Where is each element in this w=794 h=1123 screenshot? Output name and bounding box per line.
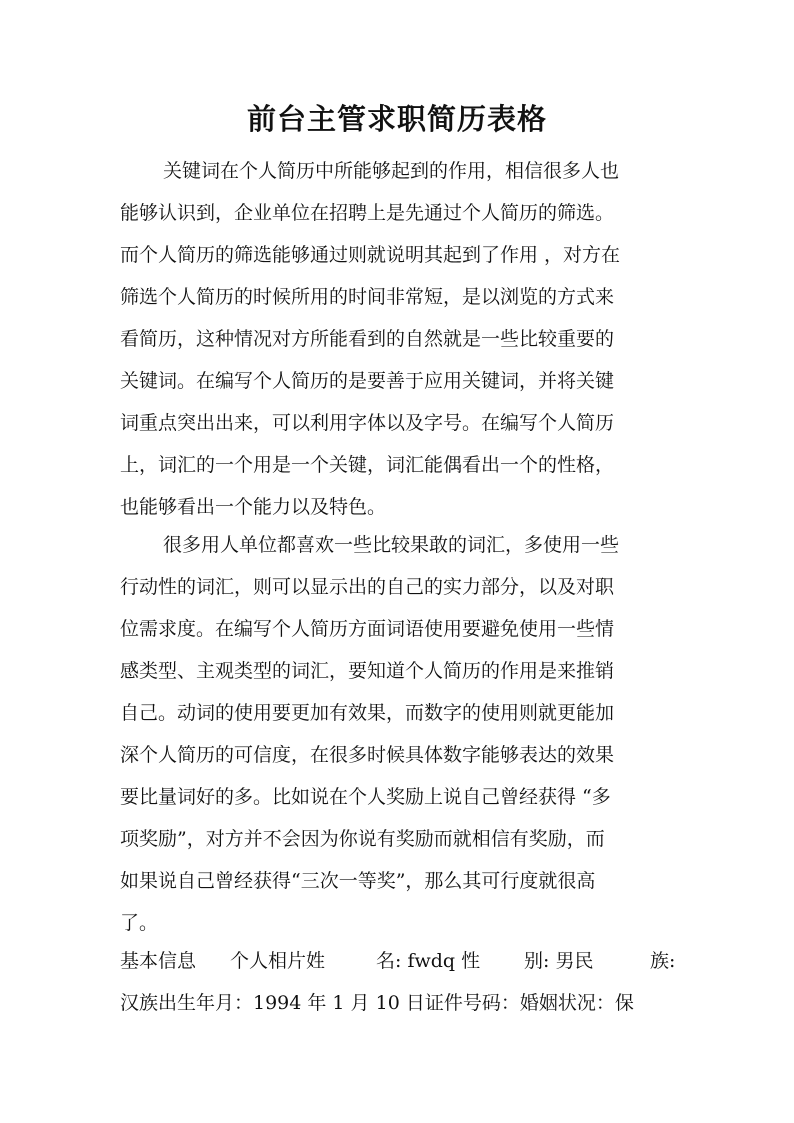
paragraph-keywords (120, 150, 680, 528)
paragraph-line: 深个人简历的可信度，在很多时候具体数字能够表达的效果 (120, 744, 615, 766)
basic-info-section (120, 940, 680, 1024)
paragraph-line: 看简历，这种情况对方所能看到的自然就是一些比较重要的 (120, 328, 615, 350)
ethnic-label: 族: (650, 950, 676, 972)
paragraph-line: 自己。动词的使用要更加有效果，而数字的使用则就更能加 (120, 702, 615, 724)
paragraph-vocabulary (120, 524, 680, 944)
paragraph-line: 而个人简历的筛选能够通过则就说明其起到了作用 ，对方在 (120, 244, 621, 266)
paragraph-line: 词重点突出出来，可以利用字体以及字号。在编写个人简历 (120, 412, 615, 434)
paragraph-line: 行动性的词汇，则可以显示出的自己的实力部分，以及对职 (120, 576, 615, 598)
photo-name-label: 个人相片姓 (230, 950, 326, 972)
paragraph-line: 很多用人单位都喜欢一些比较果敢的词汇，多使用一些 (163, 534, 620, 556)
paragraph-line: 关键词在个人简历中所能够起到的作用，相信很多人也 (163, 160, 620, 182)
basic-info-label: 基本信息 (120, 950, 197, 972)
paragraph-line: 感类型、主观类型的词汇，要知道个人简历的作用是来推销 (120, 660, 615, 682)
paragraph-line: 能够认识到，企业单位在招聘上是先通过个人简历的筛选。 (120, 202, 615, 224)
paragraph-line: 也能够看出一个能力以及特色。 (120, 496, 387, 518)
paragraph-line: 了。 (120, 912, 159, 934)
paragraph-line: 筛选个人简历的时候所用的时间非常短，是以浏览的方式来 (120, 286, 615, 308)
paragraph-line: 关键词。在编写个人简历的是要善于应用关键词，并将关键 (120, 370, 615, 392)
paragraph-line: 要比量词好的多。比如说在个人奖励上说自己曾经获得 “多 (120, 786, 611, 808)
name-field: 名: fwdq 性 (376, 950, 481, 972)
paragraph-line: 上，词汇的一个用是一个关键，词汇能偶看出一个的性格， (120, 454, 615, 476)
basic-info-row-2: 汉族出生年月：1994 年 1 月 10 日证件号码：婚姻状况：保 (120, 992, 634, 1014)
paragraph-line: 项奖励”，对方并不会因为你说有奖励而就相信有奖励，而 (120, 828, 605, 850)
document-title: 前台主管求职简历表格 (246, 102, 547, 136)
paragraph-line: 位需求度。在编写个人简历方面词语使用要避免使用一些情 (120, 618, 615, 640)
paragraph-line: 如果说自己曾经获得“三次一等奖”，那么其可行度就很高 (120, 870, 596, 892)
basic-info-row (120, 940, 680, 982)
gender-field: 别: 男民 (524, 950, 594, 972)
